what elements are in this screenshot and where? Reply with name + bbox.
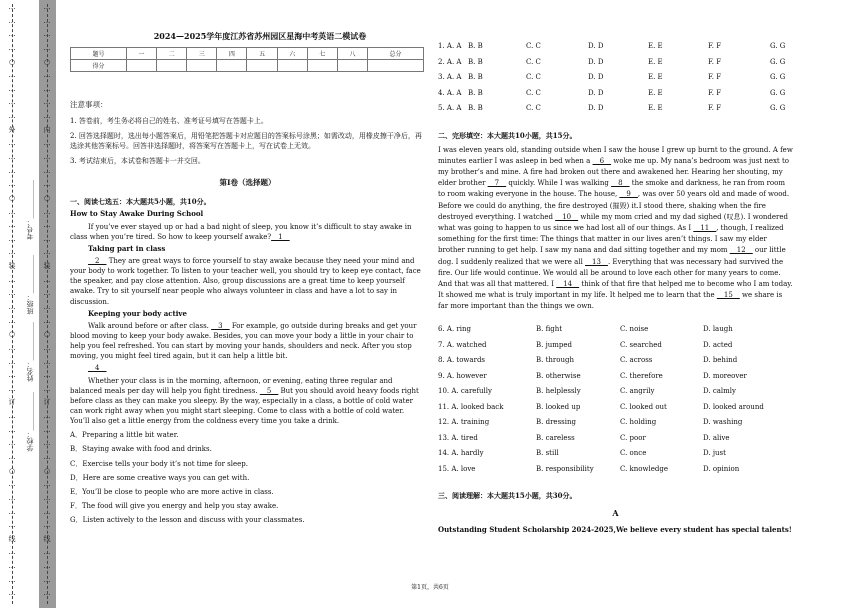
passage-text: , was over 50 years old and made of wood. Before we could do anything, the fire destroyed (摧毁) it.I stood there, shaking when the fire destroyed everything. I watched [438, 190, 790, 221]
binding-mark: … [43, 139, 51, 148]
binding-mark: … [43, 548, 51, 557]
answer-choice: E. E [648, 42, 663, 50]
answer-choice: B. B [468, 73, 483, 81]
cloze-option: D. looked around [703, 402, 764, 411]
cloze-option-row [438, 386, 793, 402]
cloze-option-row [438, 355, 793, 371]
binding-mark: ○ [8, 330, 16, 339]
binding-mark: … [43, 343, 51, 352]
answer-choice: C. C [526, 104, 541, 112]
cloze-blank: __15__ [716, 291, 740, 300]
score-header-cell: 三 [187, 48, 217, 60]
binding-mark: … [43, 30, 51, 39]
cloze-option: D. behind [703, 356, 738, 365]
binding-mark: 内 [43, 125, 51, 134]
cloze-option: B. jumped [536, 340, 573, 349]
cloze-option: D. washing [703, 418, 743, 427]
answer-choice: D. D [588, 73, 604, 81]
score-header-cell: 题号 [71, 48, 127, 60]
notice-heading: 注意事项： [70, 100, 108, 109]
binding-mark: 外 [8, 125, 16, 134]
binding-mark: … [43, 507, 51, 516]
passage-text: the smoke and darkness, he ran from room to room waking everyone in the house. The house, [438, 179, 785, 199]
answer-choice: D. D [588, 42, 604, 50]
cloze-option-row [438, 448, 793, 464]
binding-mark: … [43, 275, 51, 284]
passage-text: think of that fire that helped me to become who I am today. It showed me what is truly important in my life. It helped me to learn that the [438, 279, 793, 300]
answer-choice: D. D [588, 104, 604, 112]
cloze-option: 12. A. training [438, 418, 490, 427]
score-header-cell: 六 [277, 48, 307, 60]
binding-mark: ○ [43, 57, 51, 66]
answer-choice: 3. A. A [438, 73, 462, 81]
cloze-option: D. alive [703, 433, 730, 442]
answer-choice: G. G [770, 57, 786, 66]
answer-row [438, 41, 793, 57]
passage-text: woke me up. My nana’s bedroom was just next to my brother’s and mine. A fire had broken out there and awakened her. Hearing her shouting, my elder brother [438, 156, 789, 188]
binding-mark: … [8, 453, 16, 461]
cloze-option: B. careless [536, 433, 575, 442]
cloze-option: B. fight [536, 325, 563, 334]
binding-mark: … [43, 153, 51, 161]
binding-mark: … [8, 316, 16, 325]
score-cell [277, 60, 307, 72]
cloze-option-row [438, 402, 793, 418]
binding-mark: ○ [8, 57, 16, 66]
option-F: F．The food will give you energy and help you stay awake. [70, 501, 279, 510]
binding-mark: ○ [8, 193, 16, 202]
option-G: G．Listen actively to the lesson and discuss with your classmates. [70, 516, 305, 525]
binding-mark: … [8, 275, 16, 284]
binding-mark: … [43, 521, 51, 530]
binding-mark: … [43, 3, 51, 11]
score-cell [307, 60, 337, 72]
binding-mark: … [8, 521, 16, 530]
score-cell [368, 60, 424, 72]
answer-choice: C. C [526, 57, 541, 66]
binding-mark: … [43, 166, 51, 175]
cloze-option: C. once [620, 449, 647, 458]
cloze-option: 11. A. looked back [438, 402, 504, 411]
answer-row [438, 57, 793, 73]
cloze-blank: __12__ [729, 246, 753, 255]
binding-mark: … [8, 3, 16, 11]
cloze-option-row [438, 324, 793, 340]
notice-item-2: 2. 回答选择题时，选出每小题答案后，用铅笔把答题卡对应题目的答案标号涂黑；如需改动，用橡皮擦干净后，再选涂其他答案标号。回答非选择题时，将答案写在答题卡上，写在试卷上无效。 [70, 132, 422, 151]
cloze-blank: __14__ [556, 279, 580, 288]
answer-choice: 5. A. A [438, 104, 462, 112]
cloze-option: B. helplessly [536, 387, 581, 396]
blank-5: __5__ [259, 386, 279, 395]
cloze-option: C. therefore [620, 371, 663, 380]
binding-mark: … [43, 303, 51, 311]
binding-mark: … [8, 371, 16, 380]
passage-text: , though, I realized something for the first time: The things that matter in our lives aren’t things. I saw my elder brother running to get help. I saw my nana and dad sitting together and my mom [438, 223, 784, 255]
answer-grid [438, 41, 793, 119]
binding-mark: … [8, 575, 16, 584]
passage-text: we share is far more important than the things we own. [438, 291, 783, 311]
cloze-option: B. looked up [536, 402, 581, 411]
cloze-option: C. holding [620, 418, 657, 427]
passage-letter: A [612, 507, 619, 518]
binding-mark: … [8, 71, 16, 80]
answer-choice: E. E [648, 88, 663, 97]
binding-mark: 线 [43, 534, 51, 543]
answer-choice: D. D [588, 88, 604, 97]
page-footer: 第1页，共6页 [411, 584, 449, 591]
option-E: E．You’ll be close to people who are more active in class. [70, 487, 274, 496]
binding-mark: … [43, 221, 51, 230]
binding-mark: … [8, 343, 16, 352]
option-D: D．Here are some creative ways you can get with. [70, 473, 250, 482]
answer-choice: G. G [770, 88, 786, 97]
cloze-option: 9. A. however [438, 371, 487, 380]
binding-mark: … [43, 316, 51, 325]
binding-mark: 订 [43, 398, 51, 407]
binding-mark: … [43, 43, 51, 52]
subheading-taking-part: Taking part in class [88, 243, 166, 253]
binding-mark: … [8, 166, 16, 175]
cloze-option: C. searched [620, 340, 662, 349]
section2-heading: 二、完形填空：本大题共10小题，共15分。 [438, 130, 577, 140]
answer-choice: G. G [770, 73, 786, 81]
cloze-option: 10. A. carefully [438, 387, 492, 396]
answer-row [438, 72, 793, 88]
cloze-option: D. laugh [703, 325, 733, 334]
cloze-option: D. acted [703, 340, 733, 349]
answer-choice: C. C [526, 88, 541, 97]
blank-4-line [70, 363, 425, 373]
score-cell [337, 60, 367, 72]
cloze-option: C. knowledge [620, 464, 668, 473]
cloze-option: 8. A. towards [438, 356, 486, 365]
binding-mark: … [8, 30, 16, 39]
cloze-option: C. angrily [620, 387, 655, 396]
section3-heading: 三、阅读理解：本大题共15小题，共30分。 [438, 491, 577, 501]
paragraph-3: Walk around before or after class. __3__ For example, go outside during breaks and get your blood moving to keep your body awake. Besides, you can move your body a little in your chair to help you feel refreshed. You can start by moving your hands, shoulders and neck. After you stop moving, you might feel tired again, but it can help a little bit. [70, 321, 417, 361]
cloze-option: 14. A. hardly [438, 449, 484, 458]
answer-choice: F. F [708, 57, 722, 66]
answer-choice: 1. A. A [438, 42, 462, 50]
binding-mark: 订 [8, 398, 16, 407]
binding-mark: … [43, 493, 51, 502]
answer-choice: E. E [648, 57, 663, 66]
binding-mark: … [43, 384, 51, 393]
binding-mark: ○ [43, 466, 51, 475]
score-header-cell: 总分 [368, 48, 424, 60]
answer-choice: E. E [648, 104, 663, 112]
cloze-option: D. opinion [703, 464, 740, 473]
binding-mark: … [8, 153, 16, 161]
answer-choice: 2. A. A [438, 57, 462, 66]
binding-margin [0, 0, 56, 608]
answer-choice: F. F [708, 73, 722, 81]
answer-choice: D. D [588, 57, 604, 66]
binding-mark: … [8, 289, 16, 298]
blank-3: __3__ [211, 321, 230, 330]
binding-mark: … [43, 575, 51, 584]
binding-mark: … [8, 112, 16, 121]
cloze-blank: __8__ [611, 179, 630, 188]
binding-mark: … [43, 248, 51, 257]
cloze-blank: __7__ [487, 179, 507, 188]
option-A: A．Preparing a little bit water. [70, 431, 179, 440]
answer-choice: F. F [708, 88, 722, 97]
binding-mark: … [43, 480, 51, 489]
cloze-blank: __6__ [592, 156, 612, 165]
binding-mark: … [8, 425, 16, 434]
binding-mark: 装 [43, 262, 51, 271]
cloze-option: C. across [620, 356, 653, 365]
binding-mark: … [8, 589, 16, 598]
cloze-option: 15. A. love [438, 464, 476, 473]
cloze-options [438, 324, 793, 479]
cloze-option-row [438, 340, 793, 356]
cloze-option: C. looked out [620, 402, 667, 411]
passage-text: I was eleven years old, standing outside when I saw the house I grew up burnt to the ground. A few minutes earlier I was asleep in bed when a [438, 145, 793, 165]
binding-mark: … [43, 412, 51, 421]
binding-mark: … [8, 221, 16, 230]
cloze-blank: __9__ [619, 190, 638, 199]
binding-mark: … [8, 439, 16, 448]
binding-mark: … [8, 207, 16, 216]
binding-mark: … [43, 357, 51, 366]
answer-choice: B. B [468, 104, 483, 112]
binding-mark: … [8, 84, 16, 93]
binding-mark: … [8, 507, 16, 516]
answer-choice: B. B [468, 42, 483, 50]
passage-text: while my mom cried and my dad sighed (叹息). I wondered what was going to happen to us since we had lost all of our things. As I [438, 212, 789, 232]
binding-mark: ○ [43, 330, 51, 339]
binding-mark: 线 [8, 534, 16, 543]
answer-choice: E. E [648, 73, 663, 81]
left-column [70, 100, 425, 529]
answer-choice: G. G [770, 104, 786, 112]
cloze-option: B. dressing [536, 418, 576, 427]
score-cell [126, 60, 156, 72]
binding-mark: … [43, 371, 51, 380]
binding-mark: … [43, 425, 51, 434]
scholarship-title: Outstanding Student Scholarship 2024-2025,We believe every student has special talents! [438, 525, 792, 535]
cloze-option: 6. A. ring [438, 325, 471, 334]
cloze-passage [438, 145, 793, 313]
blank-2: __2__ [88, 257, 107, 266]
cloze-option: 7. A. watched [438, 340, 487, 349]
binding-mark: … [43, 562, 51, 571]
paragraph-4: Whether your class is in the morning, afternoon, or evening, eating three regular and balanced meals per day will help you fight tiredness. __5__ But you should avoid heavy foods right before class as they can make you sleepy. By the way, especially in a class, a bottle of cold water can work right away when you might start sleeping. Come to class with a bottle of cold water. You’ll also get a little energy from the coldness every time you take a drink. [70, 376, 419, 426]
binding-mark: … [8, 180, 16, 189]
section1-options [70, 430, 425, 525]
answer-choice: B. B [468, 88, 483, 97]
binding-mark: … [8, 412, 16, 421]
binding-mark: … [43, 98, 51, 107]
answer-choice: 4. A. A [438, 88, 462, 97]
binding-mark: … [43, 439, 51, 448]
answer-row [438, 88, 793, 104]
class-field: 班级：___________ [26, 255, 34, 315]
cloze-blank: __11__ [693, 223, 717, 232]
cloze-option: 13. A. tired [438, 433, 478, 442]
cloze-option: D. just [703, 449, 726, 458]
score-cell [187, 60, 217, 72]
passage-text: . Everything that was necessary had survived the fire. Our life would continue. We would all be around to love each other for many years to come. And that was all that mattered. I [438, 257, 784, 288]
passage-text: quickly. While I was walking [506, 179, 612, 188]
cloze-option: D. calmly [703, 387, 736, 396]
cloze-option-row [438, 417, 793, 433]
answer-row [438, 103, 793, 119]
score-header-cell: 四 [217, 48, 247, 60]
cloze-option: B. responsibility [536, 464, 594, 473]
binding-mark: … [43, 453, 51, 461]
section1-heading: 一、阅读七选五：本大题共5小题，共10分。 [70, 197, 211, 207]
binding-mark: … [8, 548, 16, 557]
binding-mark: … [43, 16, 51, 25]
answer-choice: G. G [770, 42, 786, 50]
score-cell [157, 60, 187, 72]
cloze-option: C. poor [620, 433, 646, 442]
article-title: How to Stay Awake During School [70, 209, 204, 219]
cloze-option: B. through [536, 356, 574, 365]
cloze-option: D. moreover [703, 371, 747, 380]
answer-choice: C. C [526, 42, 541, 50]
school-field: 学校：___________ [26, 392, 34, 452]
cloze-option-row [438, 464, 793, 480]
binding-mark: ○ [8, 466, 16, 475]
binding-mark: … [8, 480, 16, 489]
cloze-option: B. still [536, 449, 559, 458]
binding-mark: … [43, 180, 51, 189]
cloze-option-row [438, 371, 793, 387]
binding-mark: … [8, 248, 16, 257]
option-C: C．Exercise tells your body it’s not time for sleep. [70, 459, 248, 468]
score-table [70, 47, 424, 72]
notice-item-1: 1. 答卷前，考生务必将自己的姓名、准考证号填写在答题卡上。 [70, 116, 268, 125]
exam-number-field: 考号：___________ [26, 180, 34, 240]
blank-1: __1__ [271, 232, 290, 241]
passage-text: our little dog. I suddenly realized that we were all [438, 246, 786, 266]
binding-mark: ○ [43, 193, 51, 202]
score-header-cell: 一 [126, 48, 156, 60]
binding-mark: … [8, 562, 16, 571]
binding-mark: … [43, 84, 51, 93]
binding-mark: … [43, 207, 51, 216]
volume-heading: 第I卷（选择题） [219, 178, 276, 188]
right-column [438, 41, 793, 535]
score-header-cell: 八 [337, 48, 367, 60]
score-header-cell: 二 [157, 48, 187, 60]
cloze-blank: __13__ [585, 257, 608, 266]
answer-choice: F. F [708, 42, 722, 50]
binding-mark: … [8, 493, 16, 502]
notice-item-3: 3. 考试结束后，本试卷和答题卡一并交回。 [70, 157, 205, 166]
answer-choice: F. F [708, 104, 722, 112]
cloze-option: C. noise [620, 325, 649, 334]
blank-4: __4__ [88, 364, 107, 373]
subheading-body-active: Keeping your body active [88, 308, 187, 318]
binding-mark: … [43, 71, 51, 80]
cloze-blank: __10__ [555, 212, 579, 221]
cloze-option-row [438, 433, 793, 449]
name-field: 姓名：___________ [26, 322, 34, 382]
binding-mark: … [8, 357, 16, 366]
binding-mark: … [8, 384, 16, 393]
score-row-label: 得分 [71, 60, 127, 72]
binding-mark: … [8, 234, 16, 243]
paragraph-2: __2__ They are great ways to force yourself to stay awake because they need your mind and your body to work together. To listen to your teacher well, you should try to keep eye contact, face the speaker, and pay close attention. Also, group discussions are a great time to keep yourself awake. Try to sit yourself near people who always volunteer in class and have a lot to say in discussion. [70, 257, 421, 306]
binding-mark: … [43, 234, 51, 243]
answer-choice: C. C [526, 73, 541, 81]
score-cell [247, 60, 277, 72]
score-header-cell: 五 [247, 48, 277, 60]
score-cell [217, 60, 247, 72]
binding-mark: … [8, 16, 16, 25]
binding-mark: … [43, 589, 51, 598]
binding-mark: 装 [8, 262, 16, 271]
binding-mark: … [8, 98, 16, 107]
score-header-cell: 七 [307, 48, 337, 60]
answer-choice: B. B [468, 57, 483, 66]
binding-mark: … [8, 43, 16, 52]
binding-mark: … [43, 112, 51, 121]
binding-mark: … [8, 303, 16, 311]
binding-mark: … [8, 139, 16, 148]
option-B: B．Staying awake with food and drinks. [70, 445, 212, 454]
binding-mark: … [43, 289, 51, 298]
cloze-option: B. otherwise [536, 371, 581, 380]
paragraph-1: If you’ve ever stayed up or had a bad night of sleep, you know it’s difficult to stay awake in class when you’re tired. So how to keep yourself awake?__1__ [70, 222, 412, 241]
exam-title: 2024—2025学年度江苏省苏州园区星海中考英语二模试卷 [153, 31, 367, 41]
